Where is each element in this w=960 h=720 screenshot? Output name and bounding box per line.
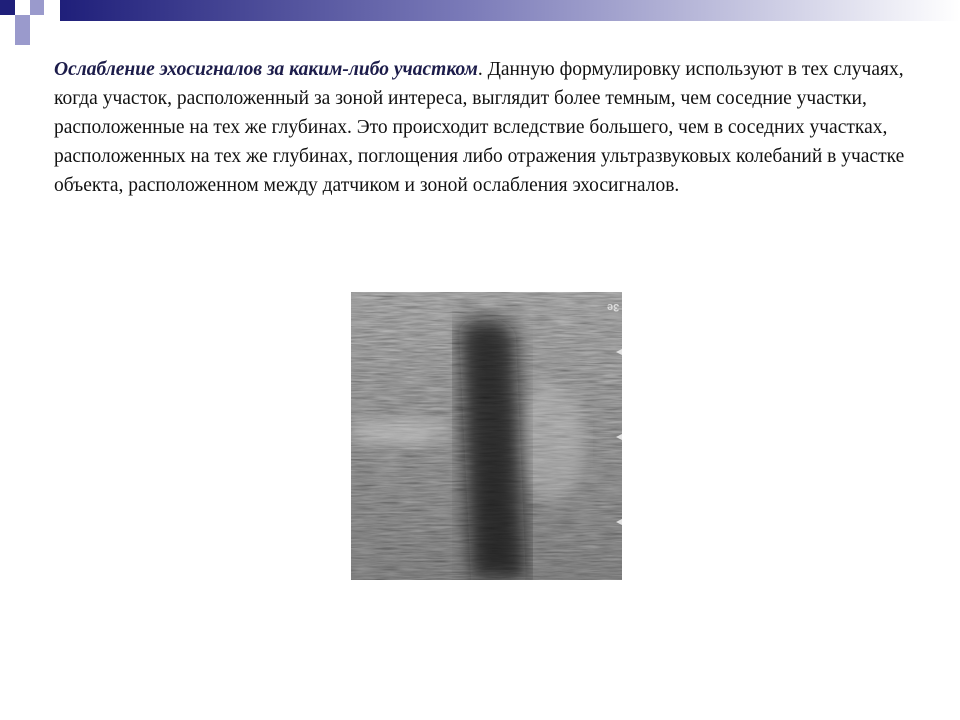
ultrasound-image [351,292,622,580]
body-text: Данную формулировку используют в тех случаях, когда участок, расположенный за зоной интереса, выглядит более темным, чем соседние участки, расположенные на тех же глубинах. Это происходит вследствие большего, чем в соседних участках, расположенных на тех же глубинах, поглощения либо отражения ультразвуковых колебаний в участке объекта, расположенном между датчиком и зоной ослабления эхосигналов. [54,59,905,196]
bright-echo-right [516,382,586,502]
header-gradient-bar [60,0,960,21]
image-corner-label: 3e [606,301,619,313]
deco-square [0,0,15,15]
slide-paragraph [54,55,914,200]
term-heading: Ослабление эхосигналов за каким-либо участком [54,59,478,80]
deco-square [30,0,44,15]
deco-square [15,15,30,30]
term-period: . [477,59,483,80]
header-decoration [0,0,960,60]
bright-echo-left [351,418,451,446]
deco-square [15,30,30,45]
ultrasound-graphic [351,292,622,580]
